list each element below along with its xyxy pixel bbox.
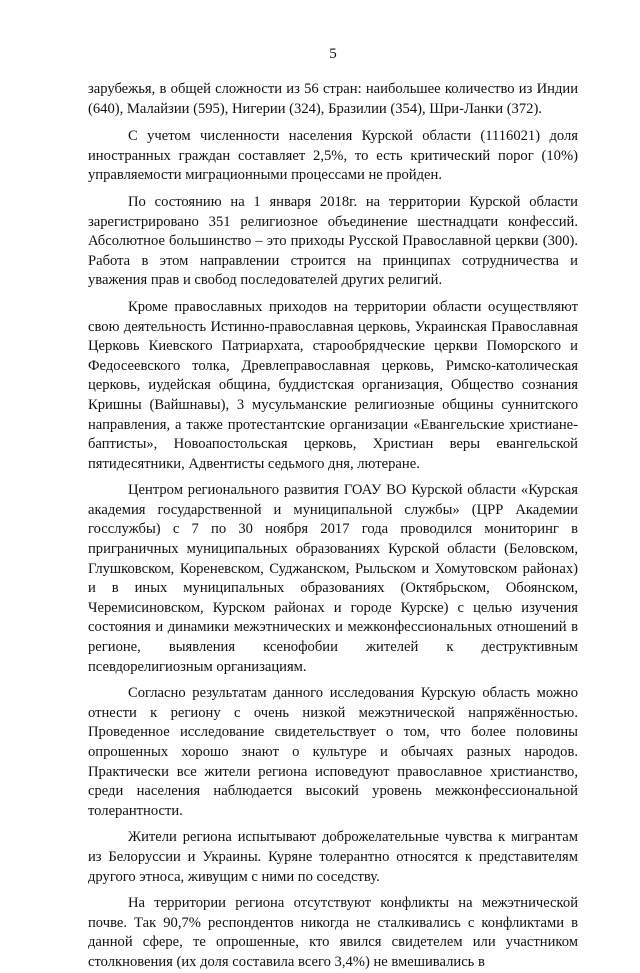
paragraph-monitoring: Центром регионального развития ГОАУ ВО Курской области «Курская академия государственной и муниципальной службы» (ЦРР Академии госслужбы) с 7 по 30 ноября 2017 года проводился мониторинг в приграничных муниципальных образованиях Курской области (Беловском, Глушковском, Кореневском, Суджанском, Рыльском и Хомутовском районах) и в иных муниципальных образованиях (Октябрьском, Обоянском, Черемисиновском, Курском районах и городе Курске) с целью изучения состояния и динамики межэтнических и межконфессиональных отношений в регионе, выявления ксенофобии жителей к деструктивным псевдорелигиозным организациям. — [88, 482, 578, 675]
paragraph-absence-of-conflicts: На территории региона отсутствуют конфликты на межэтнической почве. Так 90,7% респондентов никогда не сталкивались с конфликтами в данной сфере, те опрошенные, кто явился свидетелем или участником столкновения (их доля составила всего 3,4%) не вмешивались в — [88, 895, 578, 970]
page-number: 5 — [329, 46, 337, 62]
paragraph-attitudes-to-migrants: Жители региона испытывают доброжелательные чувства к мигрантам из Белоруссии и Украины. Куряне толерантно относятся к представителям другого этноса, живущим с ними по соседству. — [88, 829, 578, 885]
paragraph-study-results: Согласно результатам данного исследования Курскую область можно отнести к региону с очень низкой межэтнической напряжённостью. Проведенное исследование свидетельствует о том, что более половины опрошенных хорошо знают о культуре и обычаях разных народов. Практически все жители региона исповедуют православное христианство, среди населения наблюдается высокий уровень межконфессиональной толерантности. — [88, 685, 578, 819]
paragraph-foreign-citizens-share: С учетом численности населения Курской области (1116021) доля иностранных граждан составляет 2,5%, то есть критический порог (10%) управляемости миграционными процессами не пройден. — [88, 128, 578, 184]
paragraph-other-confessions: Кроме православных приходов на территории области осуществляют свою деятельность Истинно-православная церковь, Украинская Православная Церковь Киевского Патриархата, старообрядческие церкви Поморского и Федосеевского толка, Древлеправославная церковь, Римско-католическая церковь, иудейская община, буддистская организация, Общество сознания Кришны (Вайшнавы), 3 мусульманские религиозные общины суннитского направления, а также протестантские организации «Евангельские христиане-баптисты», Новоапостольская церковь, Христиан веры евангельской пятидесятники, Адвентисты седьмого дня, лютеране. — [88, 298, 578, 472]
paragraph-foreign-students-continued: зарубежья, в общей сложности из 56 стран: наибольшее количество из Индии (640), Малайзии (595), Нигерии (324), Бразилии (354), Шри-Ланки (372). — [88, 81, 578, 117]
paragraph-religious-associations: По состоянию на 1 января 2018г. на территории Курской области зарегистрировано 351 религиозное объединение шестнадцати конфессий. Абсолютное большинство – это приходы Русской Православной церкви (300). Работа в этом направлении строится на принципах сотрудничества и уважения прав и свобод последователей других религий. — [88, 193, 578, 289]
